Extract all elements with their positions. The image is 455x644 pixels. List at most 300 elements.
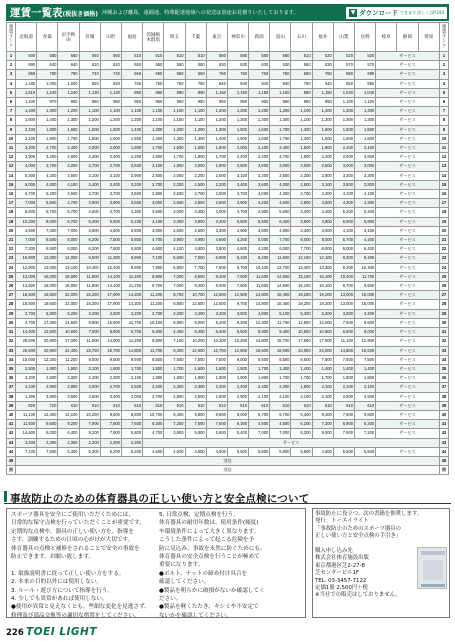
table-row xyxy=(7,162,449,171)
table-cell: 1,900 xyxy=(227,374,248,383)
table-cell: 580 xyxy=(270,52,291,61)
safety-text-line: 2. 本来の目的以外には使用しない。 xyxy=(11,579,103,586)
table-cell: 8,800 xyxy=(143,337,164,346)
table-cell: 5,200 xyxy=(333,208,354,217)
table-cell: 9,200 xyxy=(58,420,79,429)
table-cell: 10,700 xyxy=(185,291,206,300)
table-cell: 14,600 xyxy=(16,429,37,438)
table-cell: 850 xyxy=(355,79,376,88)
table-cell: 8,300 xyxy=(333,254,354,263)
table-cell: 6,800 xyxy=(164,263,185,272)
table-cell: 15,700 xyxy=(79,346,100,355)
table-cell: 3,100 xyxy=(100,171,121,180)
rank-column-header: 運賃ランク xyxy=(7,23,16,52)
table-cell: 8,600 xyxy=(185,272,206,281)
table-cell: 1,900 xyxy=(206,374,227,383)
table-cell: 14,800 xyxy=(333,346,354,355)
table-row xyxy=(7,171,449,180)
table-cell: 2,100 xyxy=(270,392,291,401)
table-cell: 2,300 xyxy=(206,383,227,392)
table-cell: 2,100 xyxy=(355,383,376,392)
table-cell: 8,000 xyxy=(185,318,206,327)
table-cell: 1,240 xyxy=(58,88,79,97)
table-cell: 1,400 xyxy=(270,364,291,373)
table-cell: 1,500 xyxy=(79,125,100,134)
rank-cell: 17 xyxy=(7,199,16,208)
brand-logo: TOEI LIGHT xyxy=(26,626,97,638)
rank-cell-right: 16 xyxy=(440,190,449,199)
table-row xyxy=(7,374,449,383)
table-cell: 7,700 xyxy=(185,263,206,272)
table-cell: 7,000 xyxy=(249,429,270,438)
table-cell: 690 xyxy=(16,61,37,70)
table-cell: 640 xyxy=(58,61,79,70)
order-text-line: 発行：トーエイライト xyxy=(315,518,369,525)
table-cell: 1,150 xyxy=(227,88,248,97)
table-cell: 1,800 xyxy=(291,153,312,162)
table-cell: 18,000 xyxy=(58,282,79,291)
table-cell: 10,600 xyxy=(58,328,79,337)
table-cell: 8,000 xyxy=(355,328,376,337)
table-cell: 7,600 xyxy=(206,420,227,429)
table-cell: 4,800 xyxy=(100,226,121,235)
table-cell: 510 xyxy=(143,52,164,61)
table-row xyxy=(7,466,449,475)
table-cell: 1,200 xyxy=(227,107,248,116)
table-cell: 11,500 xyxy=(16,420,37,429)
table-cell: 2,000 xyxy=(206,171,227,180)
rank-cell-right: 32 xyxy=(440,337,449,346)
table-cell: 1,700 xyxy=(164,364,185,373)
table-row xyxy=(7,190,449,199)
table-cell: 8,500 xyxy=(270,355,291,364)
order-text-line: 正しい使い方と安全点検の手引き」 xyxy=(315,533,402,540)
rank-cell-right: 35 xyxy=(440,364,449,373)
table-cell: 17,600 xyxy=(291,337,312,346)
table-cell: 610 xyxy=(79,401,100,410)
table-cell: 630 xyxy=(312,61,333,70)
table-row xyxy=(7,392,449,401)
table-cell: 950 xyxy=(143,98,164,107)
service-cell: サービス xyxy=(376,88,440,97)
table-cell: 1,300 xyxy=(16,392,37,401)
table-cell: 5,700 xyxy=(58,208,79,217)
table-cell: 2,300 xyxy=(58,438,79,447)
table-cell: 1,510 xyxy=(16,88,37,97)
table-cell: 4,700 xyxy=(100,208,121,217)
table-cell: 2,300 xyxy=(185,383,206,392)
table-cell: 1,100 xyxy=(164,116,185,125)
table-cell: 1,600 xyxy=(333,134,354,143)
table-cell: 1,500 xyxy=(227,125,248,134)
table-cell: 5,500 xyxy=(227,328,248,337)
table-cell: 650 xyxy=(143,70,164,79)
table-cell: 510 xyxy=(185,52,206,61)
table-cell: 11,900 xyxy=(79,282,100,291)
table-cell: 580 xyxy=(249,52,270,61)
table-row xyxy=(7,447,449,456)
table-cell: 610 xyxy=(100,61,121,70)
table-cell: 2,700 xyxy=(143,392,164,401)
table-cell: 7,000 xyxy=(270,429,291,438)
table-cell: 1,300 xyxy=(164,134,185,143)
download-button[interactable]: ▼ ダウンロード できます 詳しくはP.244 xyxy=(346,7,447,19)
table-cell: 610 xyxy=(100,401,121,410)
table-cell: 610 xyxy=(249,401,270,410)
table-cell: 3,300 xyxy=(185,208,206,217)
table-cell: 3,000 xyxy=(79,383,100,392)
table-cell: 1,150 xyxy=(249,88,270,97)
table-cell: 2,900 xyxy=(121,171,142,180)
rank-cell-right: 8 xyxy=(440,116,449,125)
table-cell: 1,900 xyxy=(121,144,142,153)
table-cell: 2,600 xyxy=(164,226,185,235)
table-cell: 1,900 xyxy=(37,364,58,373)
table-cell: 7,300 xyxy=(164,420,185,429)
table-row xyxy=(7,410,449,419)
table-cell: 3,800 xyxy=(249,226,270,235)
table-cell: 7,500 xyxy=(185,355,206,364)
rank-cell: 1 xyxy=(7,52,16,61)
table-cell: 1,300 xyxy=(58,116,79,125)
rank-cell: 15 xyxy=(7,180,16,189)
table-cell: 11,200 xyxy=(58,355,79,364)
table-row xyxy=(7,199,449,208)
table-cell: 5,200 xyxy=(100,447,121,456)
table-row xyxy=(7,337,449,346)
table-cell: 970 xyxy=(37,98,58,107)
table-cell: 950 xyxy=(164,98,185,107)
table-cell: 3,300 xyxy=(333,171,354,180)
table-cell: 19,200 xyxy=(291,291,312,300)
table-cell: 7,600 xyxy=(227,282,248,291)
table-cell: 14,800 xyxy=(249,300,270,309)
table-cell: 8,000 xyxy=(333,245,354,254)
table-cell: 760 xyxy=(312,70,333,79)
rank-cell: 45 xyxy=(7,456,16,465)
prefecture-header: 茨城栃木群馬 xyxy=(143,23,164,52)
table-cell: 9,800 xyxy=(206,410,227,419)
rank-cell-right: 37 xyxy=(440,383,449,392)
table-cell: 7,200 xyxy=(16,245,37,254)
rank-cell: 11 xyxy=(7,144,16,153)
table-cell: 10,300 xyxy=(355,263,376,272)
rank-cell-right: 14 xyxy=(440,171,449,180)
table-cell: 1,700 xyxy=(270,374,291,383)
service-cell: サービス xyxy=(376,171,440,180)
table-cell: 10,200 xyxy=(185,337,206,346)
table-cell: 18,700 xyxy=(100,346,121,355)
table-cell: 1,800 xyxy=(291,383,312,392)
table-cell: 28,600 xyxy=(16,337,37,346)
rank-cell-right: 43 xyxy=(440,438,449,447)
table-cell: 10,800 xyxy=(16,254,37,263)
table-cell: 15,000 xyxy=(355,300,376,309)
table-cell: 8,400 xyxy=(206,282,227,291)
table-cell: 950 xyxy=(100,98,121,107)
table-cell: 2,400 xyxy=(270,144,291,153)
table-cell: 15,100 xyxy=(312,272,333,281)
table-cell: 3,300 xyxy=(249,171,270,180)
table-cell: 12,500 xyxy=(185,300,206,309)
table-cell: 9,400 xyxy=(164,410,185,419)
table-cell: 5,300 xyxy=(143,328,164,337)
rank-cell: 29 xyxy=(7,309,16,318)
table-cell: 1,400 xyxy=(206,134,227,143)
table-cell: 2,500 xyxy=(333,392,354,401)
table-cell: 7,500 xyxy=(312,355,333,364)
table-cell: 610 xyxy=(312,401,333,410)
table-cell: 3,400 xyxy=(164,217,185,226)
table-cell: 8,700 xyxy=(143,282,164,291)
rank-cell: 8 xyxy=(7,116,16,125)
header-subtitle: 沖縄および離島、遠隔地、特殊配達地域への発送は別途お見積りいたしております。 xyxy=(102,10,299,16)
service-cell: サービス xyxy=(376,263,440,272)
table-cell: 1,900 xyxy=(143,374,164,383)
table-cell: 16,000 xyxy=(37,272,58,281)
rank-cell: 別 xyxy=(7,466,16,475)
table-cell: 510 xyxy=(185,401,206,410)
service-cell: サービス xyxy=(376,447,440,456)
table-cell: 2,500 xyxy=(16,364,37,373)
table-cell: 3,000 xyxy=(206,208,227,217)
rank-cell: 6 xyxy=(7,98,16,107)
table-cell: 11,900 xyxy=(79,272,100,281)
table-cell: 5,900 xyxy=(37,309,58,318)
table-cell: 4,200 xyxy=(37,171,58,180)
table-cell: 690 xyxy=(333,70,354,79)
rank-cell: 32 xyxy=(7,337,16,346)
order-text-line: ※当社での販売はしておりません。 xyxy=(315,592,401,599)
rank-cell-right: 17 xyxy=(440,199,449,208)
table-cell: 860 xyxy=(16,70,37,79)
rank-cell: 30 xyxy=(7,318,16,327)
table-cell: 7,600 xyxy=(206,263,227,272)
table-cell: 5,800 xyxy=(270,447,291,456)
table-cell: 3,500 xyxy=(121,190,142,199)
service-cell: サービス xyxy=(376,79,440,88)
table-cell: 4,200 xyxy=(249,245,270,254)
table-cell: 4,600 xyxy=(206,447,227,456)
table-cell: 550 xyxy=(185,61,206,70)
table-cell: 510 xyxy=(164,52,185,61)
service-cell: サービス xyxy=(376,272,440,281)
table-cell: 1,900 xyxy=(37,134,58,143)
table-cell: 2,600 xyxy=(37,374,58,383)
table-cell: 2,900 xyxy=(227,392,248,401)
table-cell: 940 xyxy=(206,79,227,88)
table-cell: 1,600 xyxy=(100,134,121,143)
table-cell: 19,200 xyxy=(291,300,312,309)
service-cell: サービス xyxy=(376,355,440,364)
table-cell: 14,800 xyxy=(249,291,270,300)
table-cell: 9,200 xyxy=(249,254,270,263)
rank-cell: 7 xyxy=(7,107,16,116)
table-cell: 1,300 xyxy=(291,134,312,143)
table-cell: 2,700 xyxy=(270,153,291,162)
table-cell: 6,700 xyxy=(16,190,37,199)
rank-cell-right: 45 xyxy=(440,456,449,465)
safety-text-line: スポーツ器具を安全にご使用いただくためには、 xyxy=(11,512,134,518)
table-cell: 1,400 xyxy=(121,125,142,134)
table-cell: 5,500 xyxy=(355,447,376,456)
table-cell: 2,400 xyxy=(79,374,100,383)
table-row xyxy=(7,355,449,364)
table-cell: 17,600 xyxy=(312,337,333,346)
table-cell: 13,000 xyxy=(333,291,354,300)
table-cell: 5,800 xyxy=(249,447,270,456)
rank-cell-right: 25 xyxy=(440,272,449,281)
table-cell: 1,040 xyxy=(355,88,376,97)
table-cell: 8,000 xyxy=(58,245,79,254)
table-cell: 950 xyxy=(79,98,100,107)
table-cell: 3,000 xyxy=(355,162,376,171)
table-cell: 610 xyxy=(355,401,376,410)
service-cell: サービス xyxy=(376,153,440,162)
table-cell: 2,800 xyxy=(185,199,206,208)
table-cell: 610 xyxy=(121,401,142,410)
table-cell: 14,800 xyxy=(121,346,142,355)
table-cell: 1,500 xyxy=(291,144,312,153)
order-text-line: 芝センタービル1F xyxy=(315,570,360,577)
rank-cell-right: 26 xyxy=(440,282,449,291)
table-cell: 12,500 xyxy=(227,291,248,300)
table-cell: 560 xyxy=(79,52,100,61)
table-cell: 7,900 xyxy=(79,420,100,429)
rank-cell-right: 5 xyxy=(440,88,449,97)
table-cell: 8,000 xyxy=(312,245,333,254)
table-cell: 14,800 xyxy=(249,337,270,346)
prefecture-header: 千葉 xyxy=(185,23,206,52)
table-cell: 2,200 xyxy=(164,309,185,318)
table-cell: 12,300 xyxy=(249,318,270,327)
table-row xyxy=(7,254,449,263)
table-cell: 2,100 xyxy=(312,383,333,392)
table-cell: 1,700 xyxy=(164,153,185,162)
table-cell: 7,600 xyxy=(227,272,248,281)
header-bar xyxy=(6,4,449,21)
safety-text-line: こうした条件によって起こる危険を予 xyxy=(159,537,255,544)
rank-cell: 25 xyxy=(7,272,16,281)
table-cell: 4,700 xyxy=(58,199,79,208)
prefecture-header: 埼玉 xyxy=(164,23,185,52)
table-cell: 4,800 xyxy=(249,309,270,318)
service-cell: サービス xyxy=(376,199,440,208)
table-row xyxy=(7,134,449,143)
table-cell: 3,500 xyxy=(270,171,291,180)
rank-cell: 16 xyxy=(7,190,16,199)
table-cell: 14,100 xyxy=(100,272,121,281)
service-cell: サービス xyxy=(376,300,440,309)
table-cell: 5,300 xyxy=(58,447,79,456)
table-cell: 16,000 xyxy=(37,282,58,291)
table-cell: 15,000 xyxy=(16,355,37,364)
table-cell: 3,400 xyxy=(79,180,100,189)
table-cell: 1,600 xyxy=(312,125,333,134)
table-cell: 7,000 xyxy=(164,282,185,291)
table-cell: 22,000 xyxy=(58,291,79,300)
table-cell: 7,600 xyxy=(333,410,354,419)
table-cell: 940 xyxy=(249,79,270,88)
table-row xyxy=(7,217,449,226)
service-cell: サービス xyxy=(376,429,440,438)
table-cell: 2,100 xyxy=(355,144,376,153)
table-row xyxy=(7,309,449,318)
table-cell: 950 xyxy=(312,98,333,107)
table-cell: 13,100 xyxy=(58,263,79,272)
rank-cell: 34 xyxy=(7,355,16,364)
table-cell: 1,100 xyxy=(143,107,164,116)
table-cell: 940 xyxy=(270,79,291,88)
table-cell: 2,000 xyxy=(100,144,121,153)
table-row xyxy=(7,125,449,134)
service-cell: サービス xyxy=(376,190,440,199)
table-cell: 10,200 xyxy=(227,337,248,346)
table-cell: 8,000 xyxy=(312,236,333,245)
table-cell: 2,500 xyxy=(121,162,142,171)
table-cell: 560 xyxy=(58,52,79,61)
table-cell: 4,200 xyxy=(312,208,333,217)
safety-left-column xyxy=(11,511,150,620)
table-cell: 2,700 xyxy=(37,144,58,153)
table-cell: 11,200 xyxy=(121,337,142,346)
table-cell: 2,600 xyxy=(206,199,227,208)
table-cell: 3,600 xyxy=(333,309,354,318)
table-row xyxy=(7,383,449,392)
table-cell: 7,500 xyxy=(79,328,100,337)
table-cell: 12,100 xyxy=(291,254,312,263)
table-cell: 760 xyxy=(270,70,291,79)
table-cell: 2,400 xyxy=(227,153,248,162)
table-cell: 3,300 xyxy=(206,226,227,235)
table-cell: 14,500 xyxy=(270,282,291,291)
table-cell: 1,900 xyxy=(143,153,164,162)
rank-cell: 27 xyxy=(7,291,16,300)
table-cell: 2,300 xyxy=(79,438,100,447)
table-cell: 6,400 xyxy=(291,410,312,419)
table-cell: 5,800 xyxy=(121,429,142,438)
table-cell: 950 xyxy=(58,98,79,107)
table-cell: 2,100 xyxy=(312,392,333,401)
service-cell: サービス xyxy=(376,374,440,383)
table-cell: 18,500 xyxy=(16,300,37,309)
table-cell: 1,300 xyxy=(270,116,291,125)
table-cell: 2,400 xyxy=(249,383,270,392)
page-title: 運賃一覧表(税抜き価格) xyxy=(10,7,98,19)
table-cell: 12,100 xyxy=(58,410,79,419)
table-cell: 15,500 xyxy=(100,318,121,327)
table-cell: 9,500 xyxy=(37,420,58,429)
table-cell: 1,100 xyxy=(16,98,37,107)
table-cell: 2,900 xyxy=(37,383,58,392)
service-cell: サービス xyxy=(376,291,440,300)
table-cell: 4,500 xyxy=(58,190,79,199)
table-row xyxy=(7,328,449,337)
table-cell: 3,300 xyxy=(291,226,312,235)
table-cell: 14,200 xyxy=(121,300,142,309)
rank-cell-right: 34 xyxy=(440,355,449,364)
table-cell: 5,900 xyxy=(355,217,376,226)
service-cell: サービス xyxy=(376,162,440,171)
table-cell: 3,100 xyxy=(312,180,333,189)
table-cell: 2,300 xyxy=(291,171,312,180)
table-cell: 2,700 xyxy=(100,162,121,171)
table-cell: 650 xyxy=(291,70,312,79)
table-cell: 8,000 xyxy=(291,236,312,245)
table-cell: 4,400 xyxy=(164,328,185,337)
table-cell: 7,000 xyxy=(16,199,37,208)
table-cell: 4,500 xyxy=(100,309,121,318)
